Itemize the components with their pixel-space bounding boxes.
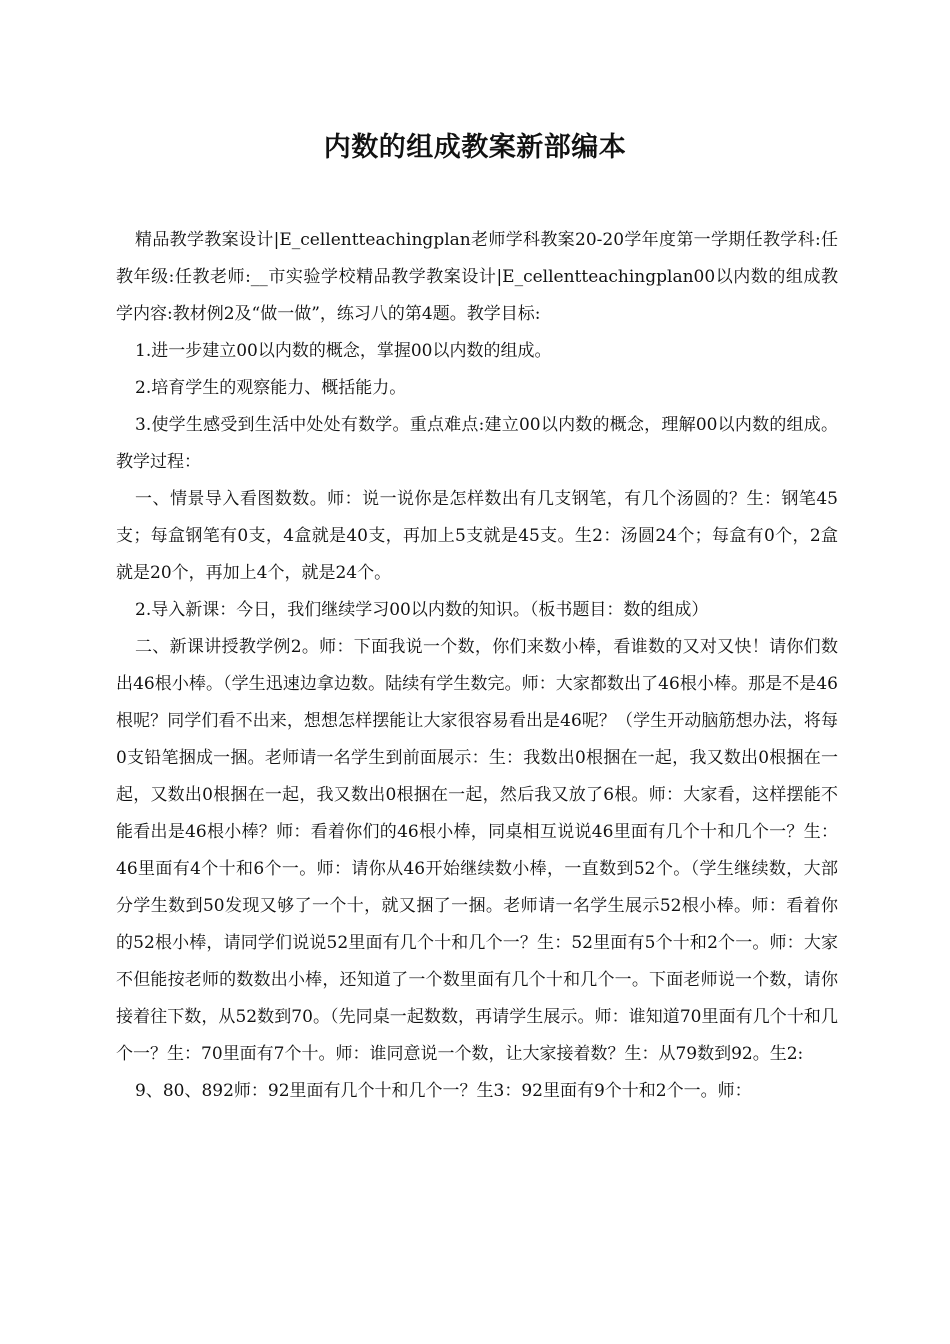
document-body [116, 222, 838, 1110]
paragraph-intro-scene: 一、情景导入看图数数。师：说一说你是怎样数出有几支钢笔，有几个汤圆的？生：钢笔45支；每盒钢笔有0支，4盒就是40支，再加上5支就是45支。生2：汤圆24个；每盒有0个，2盒就是20个，再加上4个，就是24个。 [116, 489, 838, 583]
paragraph-intro: 精品教学教案设计|E_cellentteachingplan老师学科教案20-20学年度第一学期任教学科:任教年级:任教老师:__市实验学校精品教学教案设计|E_cellentteachingplan00以内数的组成教学内容:教材例2及“做一做”，练习八的第4题。教学目标: [116, 230, 838, 324]
paragraph-teaching: 二、新课讲授教学例2。师：下面我说一个数，你们来数小棒，看谁数的又对又快！请你们数出46根小棒。（学生迅速边拿边数。陆续有学生数完。师：大家都数出了46根小棒。那是不是46根呢？同学们看不出来，想想怎样摆能让大家很容易看出是46呢？（学生开动脑筋想办法，将每0支铅笔捆成一捆。老师请一名学生到前面展示：生：我数出0根捆在一起，我又数出0根捆在一起，又数出0根捆在一起，我又数出0根捆在一起，然后我又放了6根。师：大家看，这样摆能不能看出是46根小棒？师：看着你们的46根小棒，同桌相互说说46里面有几个十和几个一？生：46里面有4个十和6个一。师：请你从46开始继续数小棒，一直数到52个。（学生继续数，大部分学生数到50发现又够了一个十，就又捆了一捆。老师请一名学生展示52根小棒。师：看着你的52根小棒，请同学们说说52里面有几个十和几个一？生：52里面有5个十和2个一。师：大家不但能按老师的数数出小棒，还知道了一个数里面有几个十和几个一。下面老师说一个数，请你接着往下数，从52数到70。（先同桌一起数数，再请学生展示。师：谁知道70里面有几个十和几个一？生：70里面有7个十。师：谁同意说一个数，让大家接着数？生：从79数到92。生2: [116, 637, 838, 1064]
paragraph-goal-2: 2.培育学生的观察能力、概括能力。 [135, 378, 407, 398]
paragraph-continuation: 9、80、892师：92里面有几个十和几个一？生3：92里面有9个十和2个一。师： [135, 1081, 752, 1101]
document-title: 内数的组成教案新部编本 [323, 132, 627, 163]
paragraph-goal-1: 1.进一步建立00以内数的概念，掌握00以内数的组成。 [135, 341, 552, 361]
paragraph-new-lesson: 2.导入新课：今日，我们继续学习00以内数的知识。（板书题目：数的组成） [135, 600, 709, 620]
paragraph-goal-3: 3.使学生感受到生活中处处有数学。重点难点:建立00以内数的概念，理解00以内数的组成。教学过程： [116, 415, 838, 472]
